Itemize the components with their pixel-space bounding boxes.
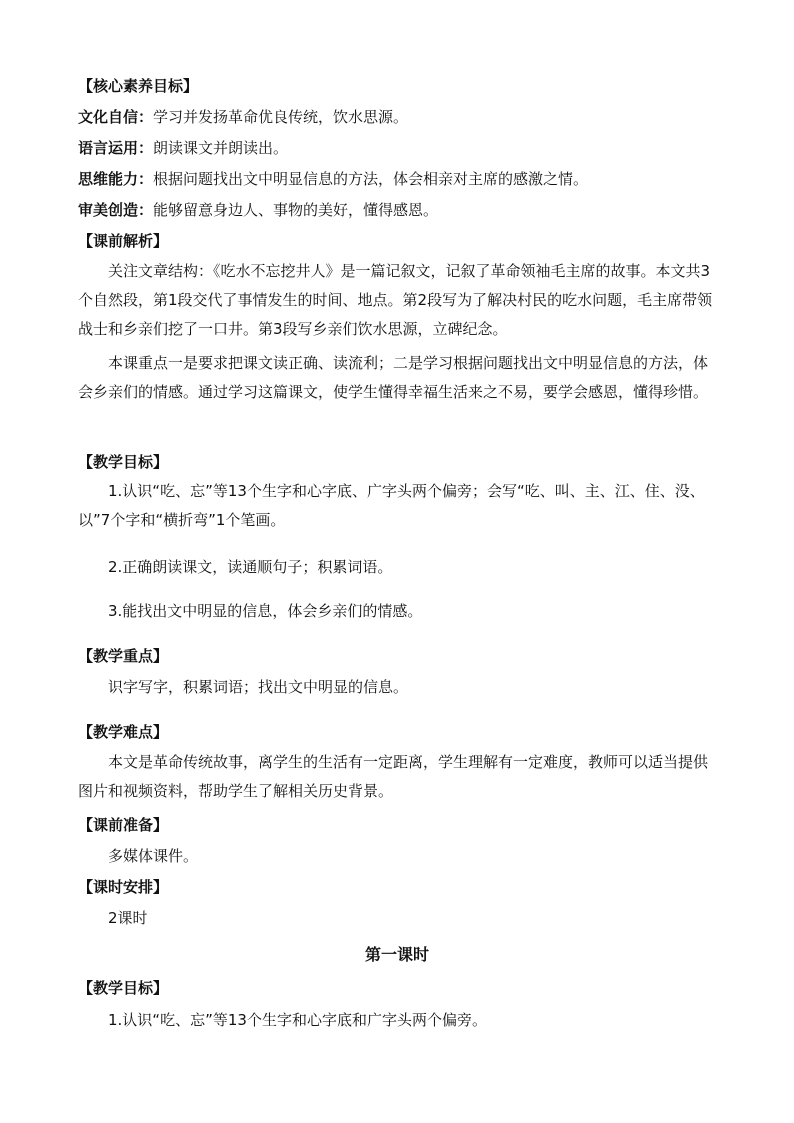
- goal-text: 朗读课文并朗读出。: [153, 139, 289, 157]
- schedule-text: 2课时: [108, 909, 148, 927]
- goal-text: 能够留意身边人、事物的美好，懂得感恩。: [153, 201, 439, 219]
- teaching-goal-2: 2.正确朗读课文，读通顺句子；积累词语。: [108, 558, 393, 576]
- goal-label: 思维能力：: [78, 170, 154, 188]
- goal-text: 根据问题找出文中明显信息的方法，体会相亲对主席的感激之情。: [153, 170, 589, 188]
- analysis-paragraph-1: 关注文章结构：《吃水不忘挖井人》是一篇记叙文，记叙了革命领袖毛主席的故事。本文共3个自然段，第1段交代了事情发生的时间、地点。第2段写为了解决村民的吃水问题，毛主席带领战士和乡亲们挖了一口井。第3段写乡亲们饮水思源，立碑纪念。: [78, 262, 713, 338]
- goal-language: [78, 138, 288, 158]
- key-points-text: 识字写字，积累词语；找出文中明显的信息。: [108, 678, 409, 696]
- goal-label: 语言运用：: [78, 139, 154, 157]
- preparation-text: 多媒体课件。: [108, 847, 199, 865]
- goal-culture: [78, 107, 408, 127]
- lesson1-title: 第一课时: [364, 945, 429, 964]
- lesson1-goals-heading: 【教学目标】: [78, 979, 169, 997]
- goal-label: 文化自信：: [78, 108, 154, 126]
- goal-label: 审美创造：: [78, 201, 154, 219]
- schedule-heading: 【课时安排】: [78, 878, 169, 896]
- teaching-goal-3: 3.能找出文中明显的信息，体会乡亲们的情感。: [108, 602, 423, 620]
- core-goals-heading: 【核心素养目标】: [78, 77, 199, 95]
- analysis-heading: 【课前解析】: [78, 232, 169, 250]
- goal-thinking: [78, 169, 588, 189]
- goal-text: 学习并发扬革命优良传统，饮水思源。: [153, 108, 409, 126]
- goal-aesthetic: [78, 200, 438, 220]
- lesson1-goal-1: 1.认识“吃、忘”等13个生字和心字底和广字头两个偏旁。: [108, 1011, 487, 1029]
- difficulties-text: 本文是革命传统故事，离学生的生活有一定距离，学生理解有一定难度，教师可以适当提供图片和视频资料，帮助学生了解相关历史背景。: [78, 753, 709, 800]
- teaching-goal-1: 1.认识“吃、忘”等13个生字和心字底、广字头两个偏旁；会写“吃、叫、主、江、住、没、以”7个字和“横折弯”1个笔画。: [78, 482, 705, 529]
- key-points-heading: 【教学重点】: [78, 647, 169, 665]
- difficulties-heading: 【教学难点】: [78, 723, 169, 741]
- teaching-goals-heading: 【教学目标】: [78, 453, 169, 471]
- analysis-paragraph-2: 本课重点一是要求把课文读正确、读流利；二是学习根据问题找出文中明显信息的方法，体会乡亲们的情感。通过学习这篇课文，使学生懂得幸福生活来之不易，要学会感恩，懂得珍惜。: [78, 354, 709, 401]
- preparation-heading: 【课前准备】: [78, 816, 169, 834]
